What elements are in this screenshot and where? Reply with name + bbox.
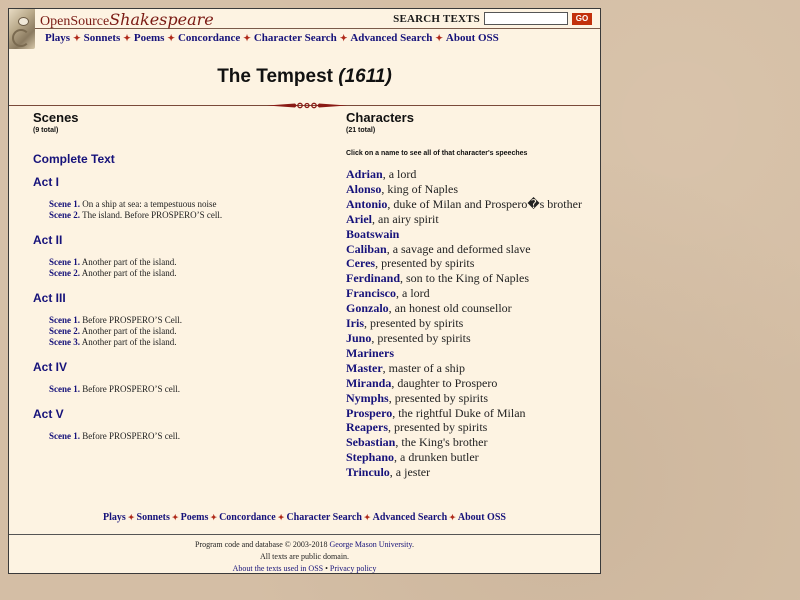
character-row (346, 391, 601, 406)
footer-nav-character-search[interactable]: Character Search (286, 512, 362, 523)
play-year: (1611) (338, 66, 392, 87)
character-description: , presented by spirits (364, 316, 464, 331)
character-link[interactable]: Reapers (346, 420, 388, 435)
act-section (33, 360, 323, 395)
about-texts-link[interactable]: About the texts used in OSS (232, 564, 324, 573)
character-link[interactable]: Adrian (346, 167, 383, 181)
scene-list (49, 199, 323, 221)
scene-row (49, 268, 323, 279)
header-bar (9, 9, 600, 29)
scene-row (49, 257, 323, 268)
characters-heading: Characters (346, 110, 414, 125)
character-row (346, 406, 601, 421)
gmu-link[interactable]: George Mason University (329, 540, 412, 549)
logo-prefix: OpenSource (40, 14, 110, 29)
scene-description: Before PROSPERO’S cell. (82, 431, 180, 441)
scenes-heading: Scenes (33, 110, 79, 125)
nav-about-oss[interactable]: About OSS (445, 32, 499, 44)
character-row (346, 435, 601, 450)
character-link[interactable]: Boatswain (346, 226, 400, 241)
character-link[interactable]: Master (346, 360, 383, 375)
scene-link[interactable]: Scene 3. (49, 337, 80, 347)
scene-description: Before PROSPERO’S Cell. (82, 315, 183, 325)
character-row (346, 331, 601, 346)
character-link[interactable]: Prospero (346, 405, 393, 420)
character-description: , an airy spirit (372, 211, 439, 226)
character-description: , an honest old counsellor (388, 301, 512, 316)
nav-separator-icon: ✦ (167, 33, 175, 43)
bottom-nav (9, 512, 600, 523)
character-link[interactable]: Mariners (346, 345, 394, 360)
scenes-column (33, 110, 323, 442)
footer (9, 539, 600, 575)
character-link[interactable]: Gonzalo (346, 301, 389, 316)
scene-link[interactable]: Scene 1. (49, 384, 80, 394)
scene-list (49, 431, 323, 442)
character-link[interactable]: Trinculo (346, 465, 390, 480)
character-row (346, 420, 601, 435)
logo-curl-icon (12, 29, 30, 47)
character-row (346, 346, 601, 361)
scene-description: On a ship at sea: a tempestuous noise (82, 199, 217, 209)
character-list (346, 167, 601, 480)
logo-suffix: Shakespeare (109, 10, 214, 29)
character-row (346, 167, 601, 182)
character-description: , presented by spirits (371, 330, 471, 345)
nav-separator-icon: ✦ (123, 33, 131, 43)
character-row (346, 182, 601, 197)
act-link[interactable]: Act I (33, 175, 60, 189)
bullet-separator: • (325, 564, 328, 573)
nav-plays[interactable]: Plays (45, 32, 71, 44)
footer-nav-concordance[interactable]: Concordance (219, 512, 276, 523)
nav-separator-icon: ✦ (435, 33, 443, 43)
scene-link[interactable]: Scene 1. (49, 315, 80, 325)
character-description: , presented by spirits (388, 390, 489, 405)
nav-separator-icon: ✦ (339, 33, 348, 43)
footer-nav-plays[interactable]: Plays (103, 512, 126, 523)
character-row (346, 450, 601, 465)
character-link[interactable]: Sebastian (346, 435, 396, 450)
scene-row (49, 431, 323, 442)
nav-sonnets[interactable]: Sonnets (83, 32, 121, 44)
character-row (346, 227, 601, 242)
character-description: , presented by spirits (375, 256, 475, 271)
character-row (346, 286, 601, 301)
search-label: SEARCH TEXTS (393, 12, 480, 25)
scene-description: The island. Before PROSPERO’S cell. (82, 210, 223, 220)
play-title: The Tempest (217, 66, 333, 87)
scene-list (49, 257, 323, 279)
nav-separator-icon: ✦ (363, 513, 371, 522)
copyright-period: . (411, 540, 414, 549)
act-link[interactable]: Act IV (33, 360, 68, 374)
footer-nav-about-oss[interactable]: About OSS (457, 512, 506, 523)
complete-text-link[interactable]: Complete Text (33, 152, 115, 166)
act-link[interactable]: Act III (33, 291, 66, 305)
act-section (33, 291, 323, 348)
search-input[interactable] (484, 12, 568, 25)
ornament-divider-icon (267, 102, 347, 109)
scene-link[interactable]: Scene 1. (49, 431, 80, 441)
character-row (346, 465, 601, 480)
nav-separator-icon: ✦ (73, 33, 81, 43)
character-row (346, 376, 601, 391)
character-description: , daughter to Prospero (391, 375, 498, 390)
character-description: , a lord (382, 167, 417, 181)
scene-list (49, 315, 323, 348)
logo-eye-icon (18, 17, 29, 26)
character-link[interactable]: Alonso (346, 181, 382, 196)
scene-row (49, 337, 323, 348)
character-link[interactable]: Ceres (346, 256, 376, 271)
scene-link[interactable]: Scene 1. (49, 199, 80, 209)
copyright-line (9, 539, 600, 551)
scene-description: Another part of the island. (81, 268, 177, 278)
footer-divider (9, 534, 600, 535)
character-link[interactable]: Francisco (346, 286, 396, 301)
scene-description: Before PROSPERO’S cell. (82, 384, 180, 394)
character-link[interactable]: Iris (346, 316, 364, 331)
nav-separator-icon: ✦ (449, 513, 456, 522)
character-description: , king of Naples (381, 181, 458, 196)
footer-nav-advanced-search[interactable]: Advanced Search (372, 512, 448, 523)
scene-description: Another part of the island. (81, 326, 177, 336)
character-row (346, 361, 601, 376)
act-section (33, 233, 323, 279)
character-description: , a drunken butler (394, 450, 479, 465)
site-logo[interactable] (40, 10, 214, 30)
scene-row (49, 210, 323, 221)
act-link[interactable]: Act II (33, 233, 63, 247)
public-domain-text: All texts are public domain. (259, 552, 350, 561)
shakespeare-logo-image[interactable] (9, 9, 35, 49)
page-title (9, 66, 600, 88)
scene-row (49, 326, 323, 337)
copyright-text: Program code and database © 2003-2018 (195, 540, 328, 549)
character-description: , son to the King of Naples (400, 271, 529, 286)
page-container (8, 8, 601, 574)
scene-row (49, 315, 323, 326)
nav-concordance[interactable]: Concordance (177, 32, 241, 44)
scene-link[interactable]: Scene 2. (49, 326, 80, 336)
scene-row (49, 199, 323, 210)
character-row (346, 197, 601, 212)
character-description: , a lord (396, 286, 430, 301)
act-link[interactable]: Act V (33, 407, 64, 421)
go-button[interactable]: GO (572, 13, 592, 25)
character-row (346, 242, 601, 257)
character-row (346, 316, 601, 331)
privacy-policy-link[interactable]: Privacy policy (329, 564, 377, 573)
scene-list (49, 384, 323, 395)
character-link[interactable]: Stephano (346, 450, 395, 465)
character-row (346, 301, 601, 316)
characters-count: (21 total) (346, 127, 376, 134)
character-link[interactable]: Ariel (346, 211, 372, 226)
nav-separator-icon: ✦ (210, 513, 218, 522)
nav-separator-icon: ✦ (277, 513, 285, 522)
character-link[interactable]: Ferdinand (346, 271, 401, 286)
character-link[interactable]: Caliban (346, 241, 387, 256)
character-description: , master of a ship (382, 360, 465, 375)
footer-links (9, 563, 600, 575)
footer-nav-sonnets[interactable]: Sonnets (136, 512, 170, 523)
character-description: , the King's brother (395, 435, 488, 450)
character-description: , duke of Milan and Prospero�s brother (387, 196, 582, 211)
character-link[interactable]: Nymphs (346, 390, 389, 405)
characters-column (346, 110, 601, 480)
nav-separator-icon: ✦ (243, 33, 251, 43)
scene-link[interactable]: Scene 2. (49, 268, 80, 278)
scene-link[interactable]: Scene 1. (49, 257, 80, 267)
nav-separator-icon: ✦ (171, 513, 179, 522)
act-section (33, 407, 323, 442)
nav-separator-icon: ✦ (127, 513, 135, 522)
nav-advanced-search[interactable]: Advanced Search (350, 32, 433, 44)
character-link[interactable]: Juno (346, 330, 372, 345)
character-row (346, 212, 601, 227)
character-row (346, 256, 601, 271)
footer-nav-poems[interactable]: Poems (180, 512, 209, 523)
character-row (346, 271, 601, 286)
search-form (393, 12, 592, 25)
scenes-count: (9 total) (33, 127, 59, 134)
nav-poems[interactable]: Poems (133, 32, 165, 44)
character-link[interactable]: Antonio (346, 196, 388, 211)
scene-row (49, 384, 323, 395)
character-description: , presented by spirits (388, 420, 488, 435)
character-description: , a savage and deformed slave (386, 241, 531, 256)
nav-character-search[interactable]: Character Search (253, 32, 337, 44)
scene-link[interactable]: Scene 2. (49, 210, 80, 220)
scene-description: Another part of the island. (81, 337, 177, 347)
character-link[interactable]: Miranda (346, 375, 392, 390)
character-description: , the rightful Duke of Milan (392, 405, 526, 420)
top-nav (45, 32, 499, 44)
scene-description: Another part of the island. (81, 257, 177, 267)
character-description: , a jester (389, 465, 431, 480)
act-section (33, 175, 323, 221)
characters-instruction: Click on a name to see all of that character's speeches (346, 150, 528, 157)
